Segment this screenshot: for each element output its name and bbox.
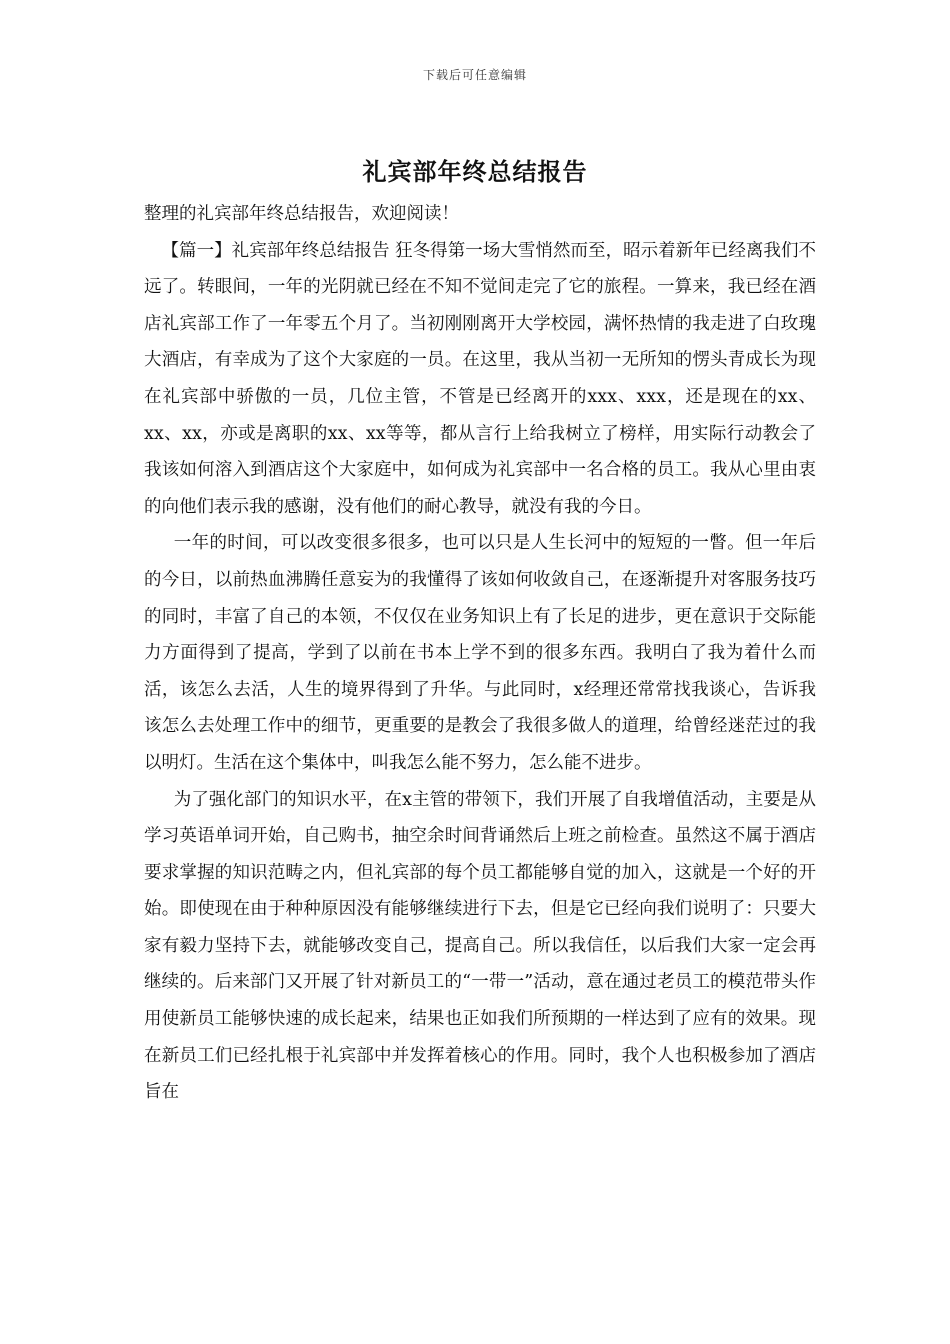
paragraph-part-one: 【篇一】礼宾部年终总结报告 狂冬得第一场大雪悄然而至，昭示着新年已经离我们不远了。转眼间，一年的光阴就已经在不知不觉间走完了它的旅程。一算来，我已经在酒店礼宾部工作了一年零五个月了。当初刚刚离开大学校园，满怀热情的我走进了白玫瑰大酒店，有幸成为了这个大家庭的一员。在这里，我从当初一无所知的愣头青成长为现在礼宾部中骄傲的一员，几位主管，不管是已经离开的xxx、xxx，还是现在的xx、xx、xx，亦或是离职的xx、xx等等，都从言行上给我树立了榜样，用实际行动教会了我该如何溶入到酒店这个大家庭中，如何成为礼宾部中一名合格的员工。我从心里由衷的向他们表示我的感谢，没有他们的耐心教导，就没有我的今日。 (144, 240, 816, 517)
intro-paragraph: 整理的礼宾部年终总结报告，欢迎阅读！ (144, 204, 459, 224)
document-body (144, 196, 816, 1111)
paragraph-one-year: 一年的时间，可以改变很多很多，也可以只是人生长河中的短短的一瞥。但一年后的今日，以前热血沸腾任意妄为的我懂得了该如何收敛自己，在逐渐提升对客服务技巧的同时，丰富了自己的本领，不仅仅在业务知识上有了长足的进步，更在意识于交际能力方面得到了提高，学到了以前在书本上学不到的很多东西。我明白了我为着什么而活，该怎么去活，人生的境界得到了升华。与此同时，x经理还常常找我谈心，告诉我该怎么去处理工作中的细节，更重要的是教会了我很多做人的道理，给曾经迷茫过的我以明灯。生活在这个集体中，叫我怎么能不努力，怎么能不进步。 (144, 533, 816, 773)
document-title: 礼宾部年终总结报告 (362, 157, 588, 186)
header-note: 下载后可任意编辑 (422, 68, 527, 82)
paragraph-knowledge: 为了强化部门的知识水平，在x主管的带领下，我们开展了自我增值活动，主要是从学习英语单词开始，自己购书，抽空余时间背诵然后上班之前检查。虽然这不属于酒店要求掌握的知识范畴之内，但礼宾部的每个员工都能够自觉的加入，这就是一个好的开始。即使现在由于种种原因没有能够继续进行下去，但是它已经向我们说明了：只要大家有毅力坚持下去，就能够改变自己，提高自己。所以我信任，以后我们大家一定会再继续的。后来部门又开展了针对新员工的“一带一”活动，意在通过老员工的模范带头作用使新员工能够快速的成长起来，结果也正如我们所预期的一样达到了应有的效果。现在新员工们已经扎根于礼宾部中并发挥着核心的作用。同时，我个人也积极参加了酒店旨在 (144, 789, 816, 1103)
